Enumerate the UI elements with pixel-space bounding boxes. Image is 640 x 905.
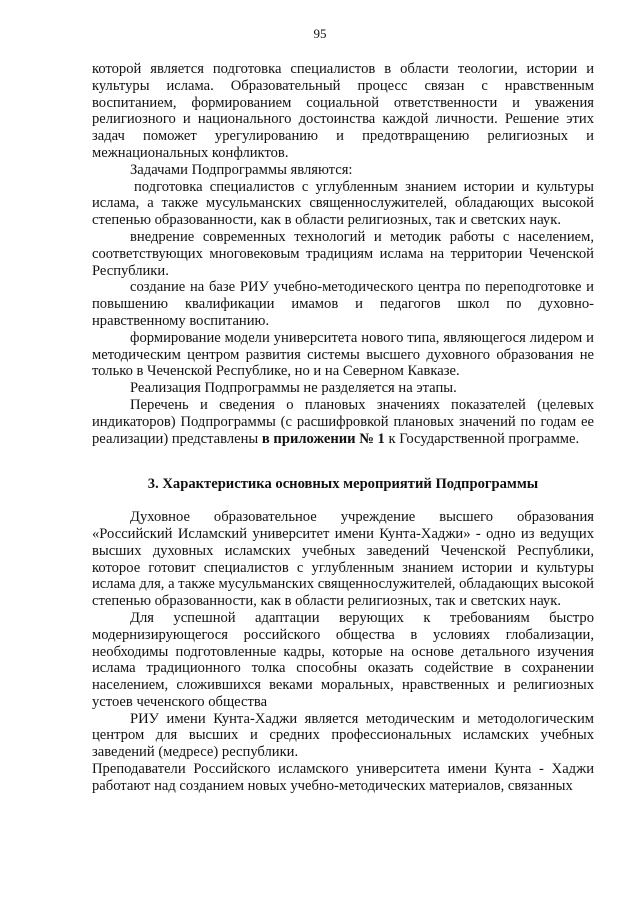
tasks-heading: Задачами Подпрограммы являются: bbox=[130, 161, 353, 178]
appendix-reference: в приложении № 1 bbox=[261, 430, 385, 447]
section-title: 3. Характеристика основных мероприятий Подпрограммы bbox=[147, 476, 539, 493]
paragraph: которой является подготовка специалистов в области теологии, истории и культуры ислама. Образовательный процесс связан с нравственным воспитанием, формированием социальной ответственности и уважения религиозного и национального достоинства каждой личности. Решение этих задач поможет урегулированию и предотвращению религиозных и межнациональных конфликтов. bbox=[92, 61, 594, 161]
paragraph bbox=[92, 397, 594, 447]
document-body bbox=[92, 61, 594, 795]
task-item: создание на базе РИУ учебно-методического центра по переподготовке и повышению квалификации имамов и педагогов школ по духовно-нравственному воспитанию. bbox=[92, 279, 594, 329]
page-number: 95 bbox=[313, 26, 327, 41]
paragraph: Для успешной адаптации верующих к требованиям быстро модернизирующегося российского общества в условиях глобализации, необходимы подготовленные кадры, которые на основе детального изучения ислама традиционного толка способны оказать содействие в сохранении населением, сложившихся веками моральных, нравственных и религиозных устоев чеченского общества bbox=[92, 609, 594, 710]
paragraph: Преподаватели Российского исламского университета имени Кунта - Хаджи работают над созданием новых учебно-методических материалов, связанных bbox=[92, 761, 594, 794]
paragraph: Реализация Подпрограммы не разделяется на этапы. bbox=[130, 380, 457, 397]
text-run: Перечень и сведения о плановых значениях показателей (целевых индикаторов) Подпрограммы (с расшифровкой плановых значений по годам ее реализации) представлены bbox=[92, 396, 594, 447]
task-item: подготовка специалистов с углубленным знанием истории и культуры ислама, а также мусульманских священнослужителей, обладающих высокой степенью образованности, как в области религиозных, так и светских наук. bbox=[92, 178, 594, 229]
paragraph: Духовное образовательное учреждение высшего образования «Российский Исламский университет имени Кунта-Хаджи» - одно из ведущих высших духовных исламских учебных заведений Чеченской Республики, которое готовит специалистов с углубленным знанием истории и культуры ислама для, а также мусульманских священнослужителей, обладающих высокой степенью образованности, как в области религиозных, так и светских наук. bbox=[92, 509, 594, 610]
paragraph: РИУ имени Кунта-Хаджи является методическим и методологическим центром для высших и средних профессиональных исламских учебных заведений (медресе) республики. bbox=[92, 710, 594, 761]
task-item: внедрение современных технологий и методик работы с населением, соответствующих многовековым традициям ислама на территории Чеченской Республики. bbox=[92, 228, 594, 279]
text-run: к Государственной программе. bbox=[384, 430, 580, 447]
task-item: формирование модели университета нового типа, являющегося лидером и методическим центром развития системы высшего духовного образования не только в Чеченской Республике, но и на Северном Кавказе. bbox=[92, 329, 594, 380]
